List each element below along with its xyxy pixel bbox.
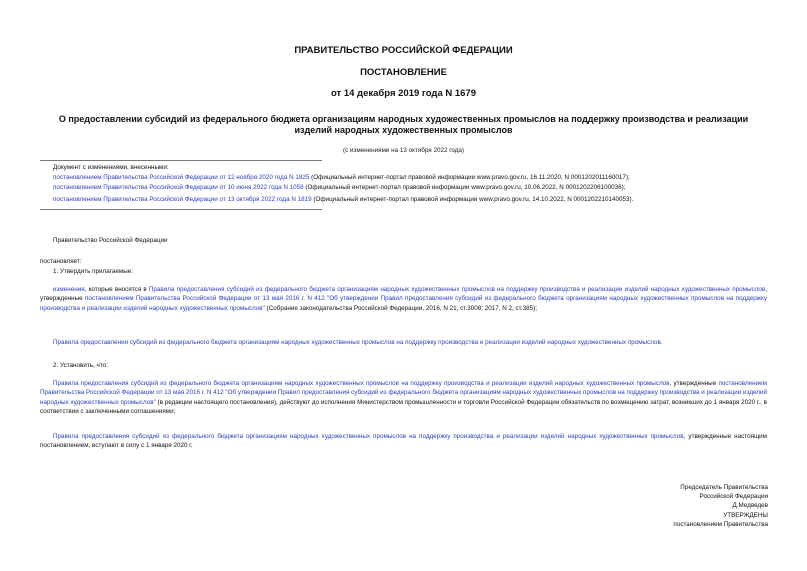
government-heading: ПРАВИТЕЛЬСТВО РОССИЙСКОЙ ФЕДЕРАЦИИ <box>294 45 513 56</box>
changes-note: (с изменениями на 13 октября 2022 года) <box>342 147 465 154</box>
amendment-link[interactable]: постановлением Правительства Российской Федерации от 13 октября 2022 года N 1819 <box>53 196 312 203</box>
resolution-412-link[interactable]: постановлением Правительства Российской Федерации от 13 мая 2016 г. N 412 "Об утверждении Правил предоставления субсидий из федерального бюджета организациям народных художественных промыслов на поддержку производства и реализации изделий народных художественных промыслов" <box>40 295 767 312</box>
paragraph-2 <box>40 338 767 347</box>
paragraph-3: Правила предоставления субсидий из федерального бюджета организациям народных художественных промыслов на поддержку производства и реализации изделий народных художественных промыслов, утвержденные постановлением Правительства Российской Федерации от 13 мая 2016 г. N 412 "Об утверждении Правил предоставления субсидий из федерального бюджета организациям народных художественных промыслов на поддержку производства и реализации изделий народных художественных промыслов" (в редакции настоящего постановления), действуют до исполнения Министерством промышленности и торговли Российской Федерации обязательств по возмещению затрат, возникших до 1 января 2020 г., в соответствии с заключенными соглашениями; <box>40 380 767 415</box>
paragraph-1: изменения, которые вносятся в Правила предоставления субсидий из федерального бюджета организациям народных художественных промыслов на поддержку производства и реализации изделий народных художественных промыслов, утвержденные постановлением Правительства Российской Федерации от 13 мая 2016 г. N 412 "Об утверждении Правил предоставления субсидий из федерального бюджета организациям народных художественных промыслов на поддержку производства и реализации изделий народных художественных промыслов" (Собрание законодательства Российской Федерации, 2016, N 21, ст.3008; 2017, N 2, ст.385); <box>40 286 767 312</box>
amendment-item <box>53 173 630 182</box>
rules-link[interactable]: Правила предоставления субсидий из федерального бюджета организациям народных художественных промыслов на поддержку производства и реализации изделий народных художественных промыслов <box>53 380 670 387</box>
government-name: Правительство Российской Федерации <box>53 237 168 244</box>
document-title: О предоставлении субсидий из федерального бюджета организациям народных художественных промыслов на поддержку производства и реализации изделий народных художественных промыслов <box>58 114 749 135</box>
decides-text: постановляет: <box>40 258 82 265</box>
document-type: ПОСТАНОВЛЕНИЕ <box>360 67 447 78</box>
rules-link[interactable]: Правила предоставления субсидий из федерального бюджета организациям народных художественных промыслов на поддержку производства и реализации изделий народных художественных промыслов. <box>53 339 663 346</box>
rules-link[interactable]: Правила предоставления субсидий из федерального бюджета организациям народных художественных промыслов на поддержку производства и реализации изделий народных художественных промыслов <box>53 433 684 440</box>
item-2: 2. Установить, что: <box>53 362 108 369</box>
signature-block <box>673 483 768 529</box>
resolution-412-link[interactable]: постановлением Правительства Российской Федерации от 13 мая 2016 г. N 412 "Об утверждении Правил предоставления субсидий из федерального бюджета организациям народных художественных промыслов на поддержку производства и реализации изделий народных художественных промыслов" <box>40 380 767 406</box>
changes-link[interactable]: изменения <box>53 286 85 293</box>
paragraph-4: Правила предоставления субсидий из федерального бюджета организациям народных художественных промыслов на поддержку производства и реализации изделий народных художественных промыслов, утвержденные настоящим постановлением, вступают в силу с 1 января 2020 г. <box>40 433 768 450</box>
signature-country: Российской Федерации <box>699 493 768 501</box>
amendment-item <box>53 183 625 192</box>
amendments-intro: Документ с изменениями, внесенными: <box>53 164 169 171</box>
amendment-link[interactable]: постановлением Правительства Российской Федерации от 10 июня 2022 года N 1058 <box>53 184 304 191</box>
top-divider <box>40 160 322 161</box>
document-date-number: от 14 декабря 2019 года N 1679 <box>330 88 476 99</box>
item-1: 1. Утвердить прилагаемые: <box>53 268 133 275</box>
signature-name: Д.Медведев <box>732 502 768 510</box>
rules-link[interactable]: Правила предоставления субсидий из федерального бюджета организациям народных художественных промыслов на поддержку производства и реализации изделий народных художественных промыслов <box>148 286 766 293</box>
amendment-link[interactable]: постановлением Правительства Российской Федерации от 12 ноября 2020 года N 1825 <box>53 173 310 181</box>
signature-position: Председатель Правительства <box>680 484 768 491</box>
bottom-divider <box>40 209 322 210</box>
amendment-source: (Официальный интернет-портал правовой информации www.pravo.gov.ru, 10.06.2022, N 0001202206100036); <box>303 184 626 191</box>
amendment-source: (Официальный интернет-портал правовой информации www.pravo.gov.ru, 14.10.2022, N 0001202210140053). <box>311 196 634 203</box>
approved-label: УТВЕРЖДЕНЫ <box>723 511 768 519</box>
amendment-source: (Официальный интернет-портал правовой информации www.pravo.gov.ru, 16.11.2020, N 0001202011160017); <box>309 173 630 181</box>
amendment-item <box>53 195 633 204</box>
approved-by: постановлением Правительства <box>673 520 768 528</box>
